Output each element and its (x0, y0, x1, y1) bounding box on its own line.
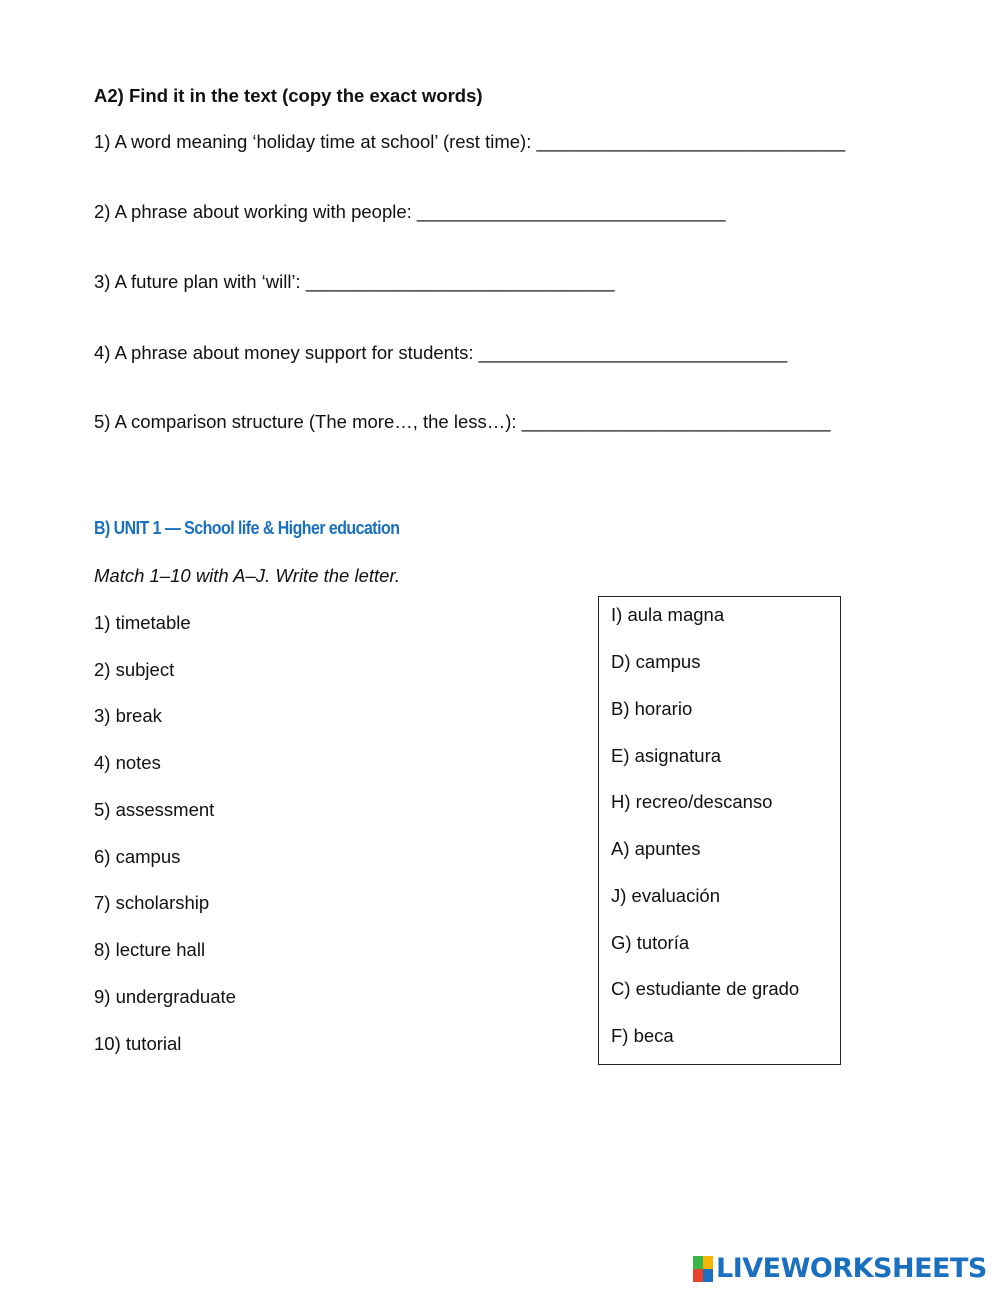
question-5: 5) A comparison structure (The more…, the less…): ______________________________ (94, 411, 831, 432)
question-4: 4) A phrase about money support for students: ______________________________ (94, 342, 788, 363)
logo-text: LIVEWORKSHEETS (716, 1253, 987, 1284)
option-item: A) apuntes (611, 838, 701, 859)
options-box (598, 596, 841, 1065)
section-b-title: B) UNIT 1 — School life & Higher education (94, 517, 400, 538)
term-item: 8) lecture hall (94, 939, 206, 960)
option-item: E) asignatura (611, 745, 722, 766)
option-item: D) campus (611, 651, 701, 672)
option-item: I) aula magna (611, 604, 725, 625)
option-item: F) beca (611, 1025, 674, 1046)
term-item: 6) campus (94, 846, 181, 867)
option-item: C) estudiante de grado (611, 978, 800, 999)
section-a2-title: A2) Find it in the text (copy the exact words) (94, 85, 483, 106)
question-3: 3) A future plan with ‘will’: ______________________________ (94, 271, 615, 292)
question-1: 1) A word meaning ‘holiday time at school’ (rest time): ______________________________ (94, 131, 846, 152)
term-item: 10) tutorial (94, 1033, 182, 1054)
option-item: G) tutoría (611, 932, 690, 953)
question-2: 2) A phrase about working with people: ______________________________ (94, 201, 726, 222)
term-item: 4) notes (94, 752, 161, 773)
term-item: 5) assessment (94, 799, 215, 820)
option-item: J) evaluación (611, 885, 721, 906)
matching-instruction: Match 1–10 with A–J. Write the letter. (94, 565, 401, 586)
term-item: 1) timetable (94, 612, 191, 633)
option-item: B) horario (611, 698, 693, 719)
liveworksheets-logo-icon (693, 1256, 713, 1282)
term-item: 7) scholarship (94, 892, 210, 913)
option-item: H) recreo/descanso (611, 791, 773, 812)
liveworksheets-logo (693, 1254, 987, 1284)
term-item: 3) break (94, 705, 162, 726)
term-item: 2) subject (94, 659, 175, 680)
term-item: 9) undergraduate (94, 986, 236, 1007)
